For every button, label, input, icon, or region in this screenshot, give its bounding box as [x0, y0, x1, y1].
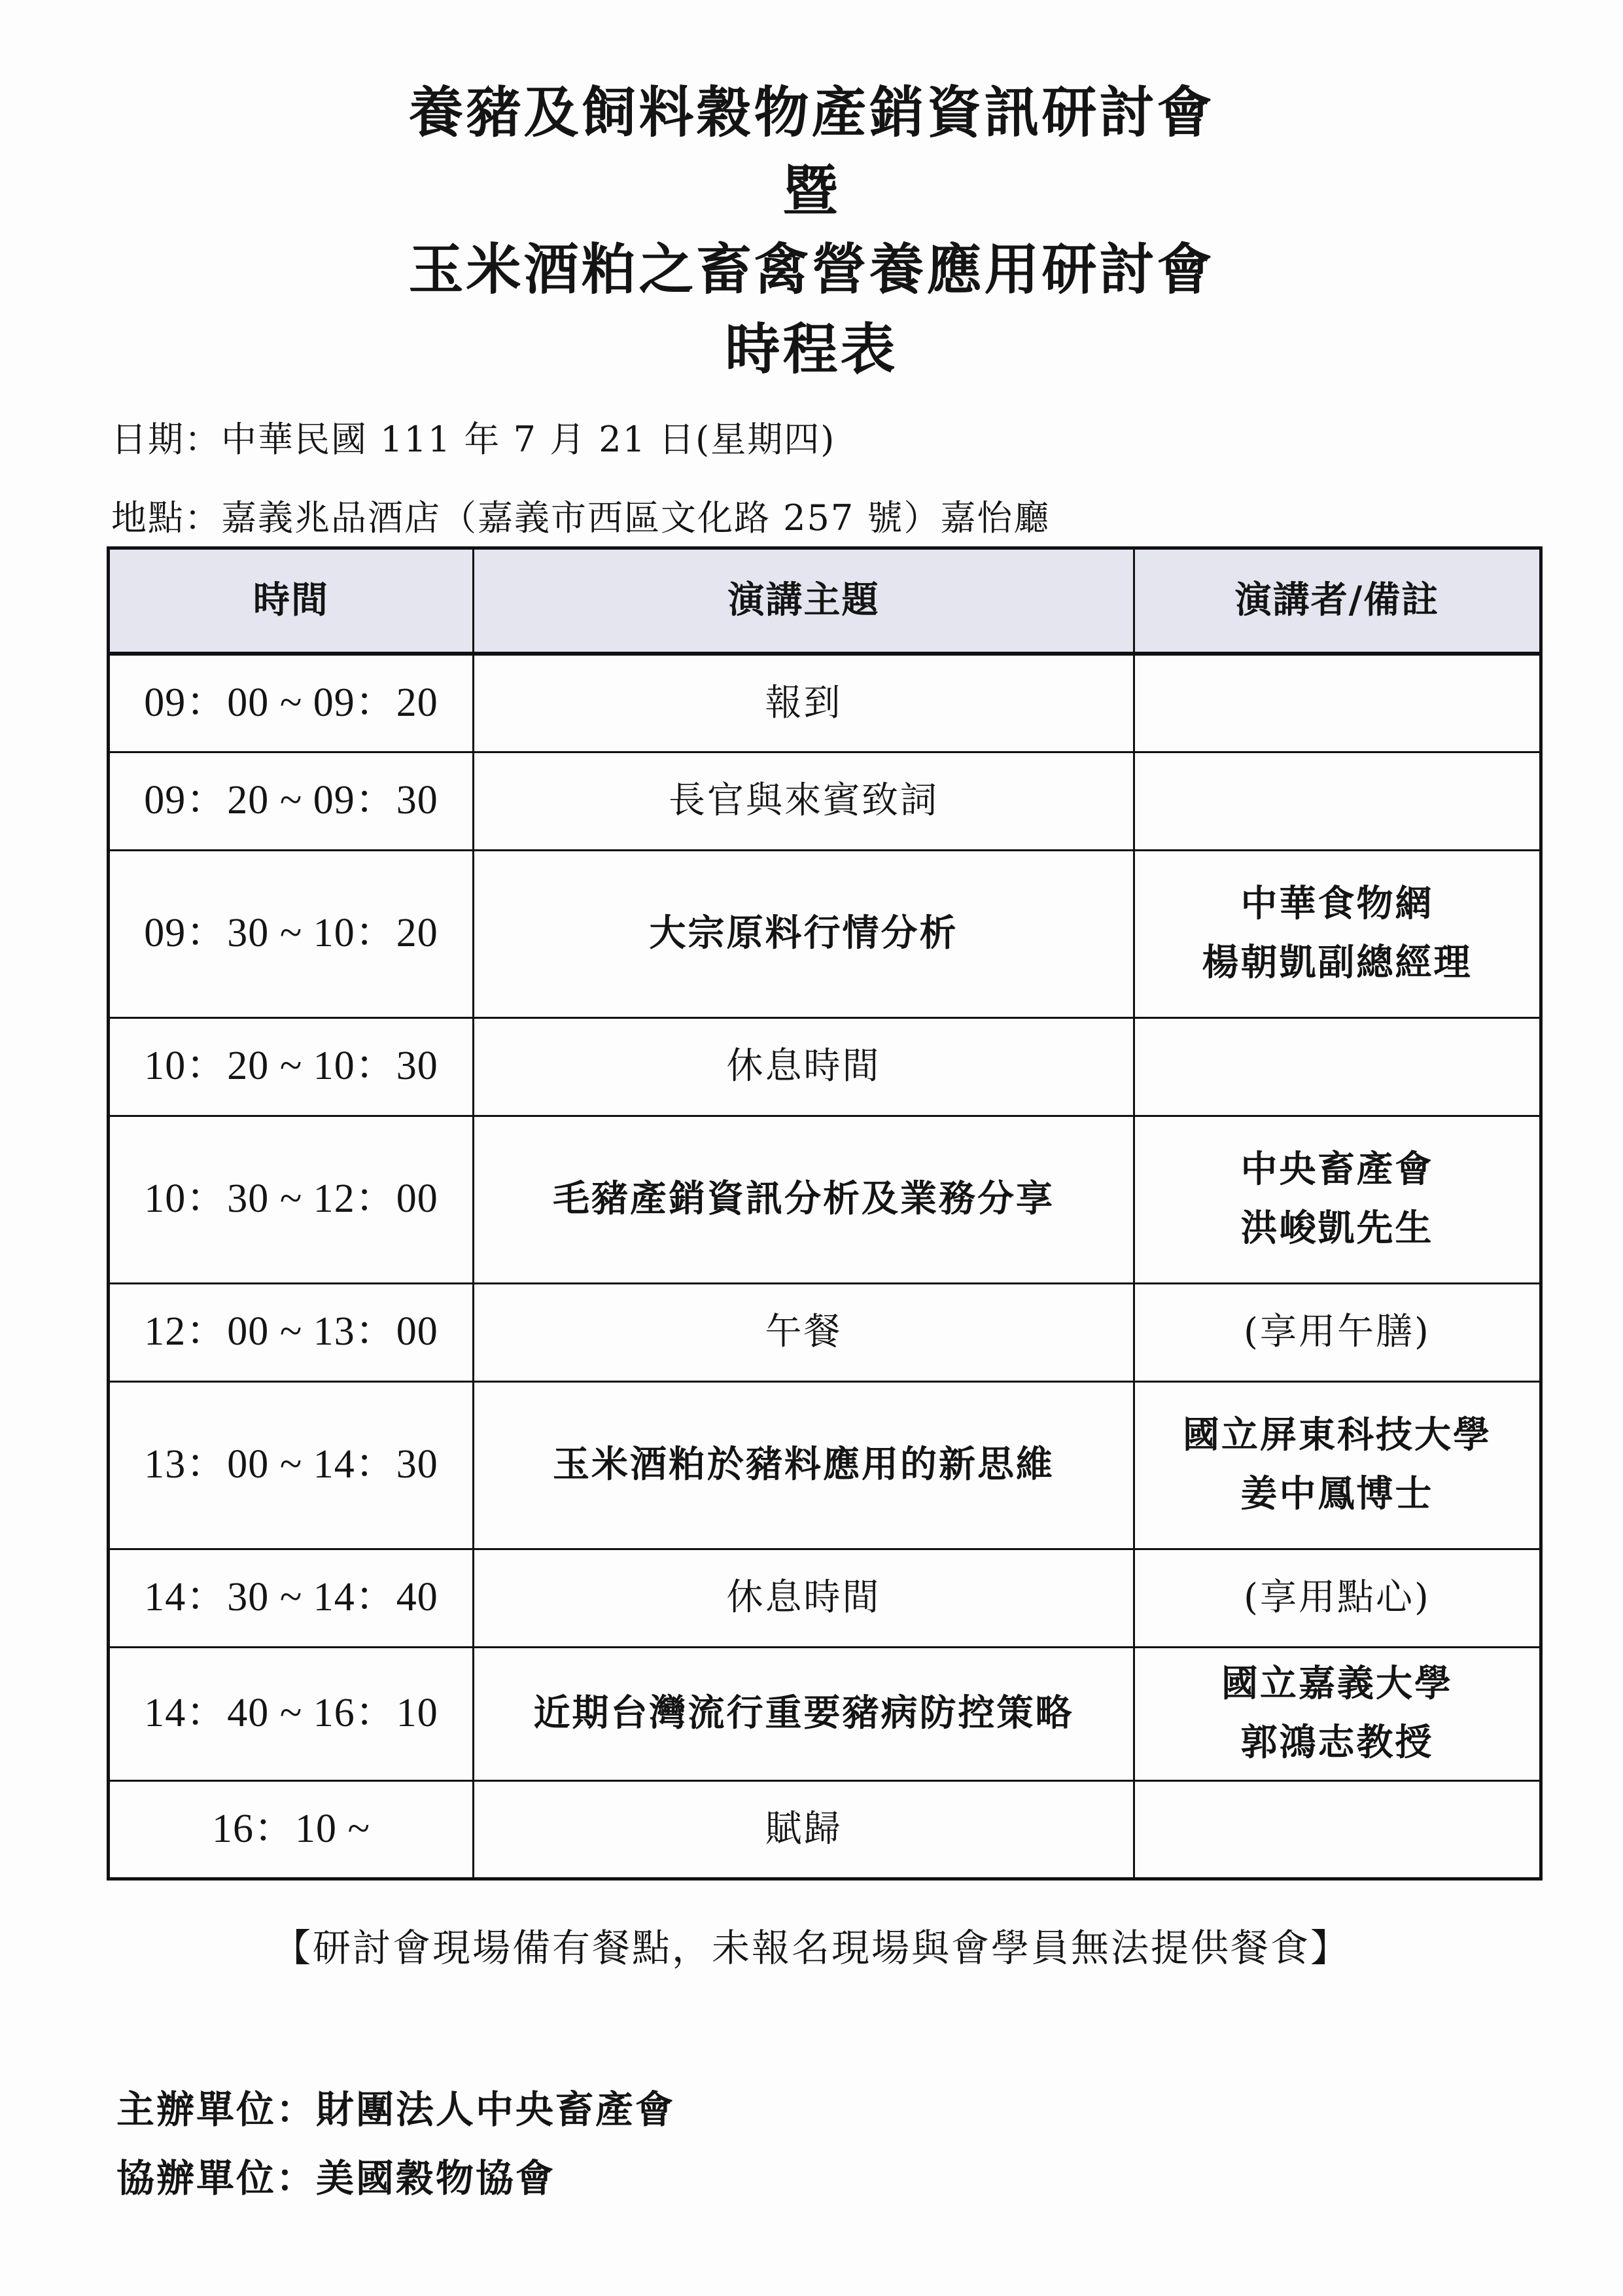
- topic-cell: 近期台灣流行重要豬病防控策略: [474, 1647, 1134, 1780]
- header-speaker: 演講者/備註: [1134, 548, 1541, 654]
- time-cell: 09：30 ~ 10：20: [109, 850, 474, 1017]
- speaker-org: 國立嘉義大學: [1221, 1662, 1453, 1706]
- table-row: [109, 1381, 1541, 1549]
- speaker-name: 楊朝凱副總經理: [1202, 941, 1473, 984]
- table-row: [109, 1780, 1541, 1879]
- time-cell: 13：00 ~ 14：30: [109, 1381, 474, 1549]
- topic-cell: 大宗原料行情分析: [474, 850, 1134, 1017]
- speaker-cell: [1134, 1647, 1541, 1780]
- title-secondary: 玉米酒粕之畜禽營養應用研討會: [408, 237, 1215, 302]
- speaker-note: (享用午膳): [1134, 1283, 1541, 1381]
- schedule-table: [107, 546, 1543, 1881]
- table-row: [109, 1647, 1541, 1780]
- table-header-row: [109, 548, 1541, 654]
- speaker-cell: [1134, 1780, 1541, 1879]
- time-cell: 10：20 ~ 10：30: [109, 1017, 474, 1116]
- topic-cell: 午餐: [474, 1283, 1134, 1381]
- table-row: [109, 850, 1541, 1017]
- speaker-note: (享用點心): [1134, 1549, 1541, 1647]
- time-cell: 09：00 ~ 09：20: [109, 654, 474, 752]
- time-cell: 12：00 ~ 13：00: [109, 1283, 474, 1381]
- speaker-cell: [1134, 752, 1541, 850]
- time-cell: 10：30 ~ 12：00: [109, 1116, 474, 1283]
- time-cell: 09：20 ~ 09：30: [109, 752, 474, 850]
- co-host-organizer: 協辦單位：美國穀物協會: [116, 2156, 556, 2200]
- speaker-cell: [1134, 1017, 1541, 1116]
- table-row: [109, 1116, 1541, 1283]
- speaker-cell: [1134, 850, 1541, 1017]
- event-date: 日期：中華民國 111 年 7 月 21 日(星期四): [111, 419, 836, 460]
- topic-cell: 毛豬產銷資訊分析及業務分享: [474, 1116, 1134, 1283]
- topic-cell: 休息時間: [474, 1017, 1134, 1116]
- table-row: [109, 654, 1541, 752]
- speaker-name: 洪峻凱先生: [1240, 1207, 1434, 1250]
- speaker-org: 中央畜產會: [1240, 1148, 1434, 1192]
- host-organizer: 主辦單位：財團法人中央畜產會: [116, 2087, 676, 2132]
- speaker-cell: [1134, 654, 1541, 752]
- header-time: 時間: [109, 548, 474, 654]
- table-row: [109, 1283, 1541, 1381]
- time-cell: 14：40 ~ 16：10: [109, 1647, 474, 1780]
- table-row: [109, 1549, 1541, 1647]
- topic-cell: 長官與來賓致詞: [474, 752, 1134, 850]
- speaker-name: 姜中鳳博士: [1240, 1472, 1434, 1515]
- speaker-cell: [1134, 1381, 1541, 1549]
- speaker-org: 中華食物網: [1240, 882, 1434, 926]
- event-location: 地點：嘉義兆品酒店（嘉義市西區文化路 257 號）嘉怡廳: [111, 497, 1051, 539]
- header-topic: 演講主題: [474, 548, 1134, 654]
- table-row: [109, 752, 1541, 850]
- topic-cell: 報到: [474, 654, 1134, 752]
- topic-cell: 賦歸: [474, 1780, 1134, 1879]
- title-conjunction: 暨: [782, 158, 841, 223]
- table-row: [109, 1017, 1541, 1116]
- time-cell: 16：10 ~: [109, 1780, 474, 1879]
- time-cell: 14：30 ~ 14：40: [109, 1549, 474, 1647]
- topic-cell: 玉米酒粕於豬料應用的新思維: [474, 1381, 1134, 1549]
- title-schedule: 時程表: [725, 317, 898, 381]
- topic-cell: 休息時間: [474, 1549, 1134, 1647]
- speaker-cell: [1134, 1116, 1541, 1283]
- speaker-name: 郭鴻志教授: [1240, 1721, 1434, 1764]
- speaker-org: 國立屏東科技大學: [1183, 1413, 1492, 1457]
- title-main: 養豬及飼料穀物產銷資訊研討會: [408, 80, 1215, 145]
- meal-note: 【研討會現場備有餐點，未報名現場與會學員無法提供餐食】: [272, 1926, 1350, 1970]
